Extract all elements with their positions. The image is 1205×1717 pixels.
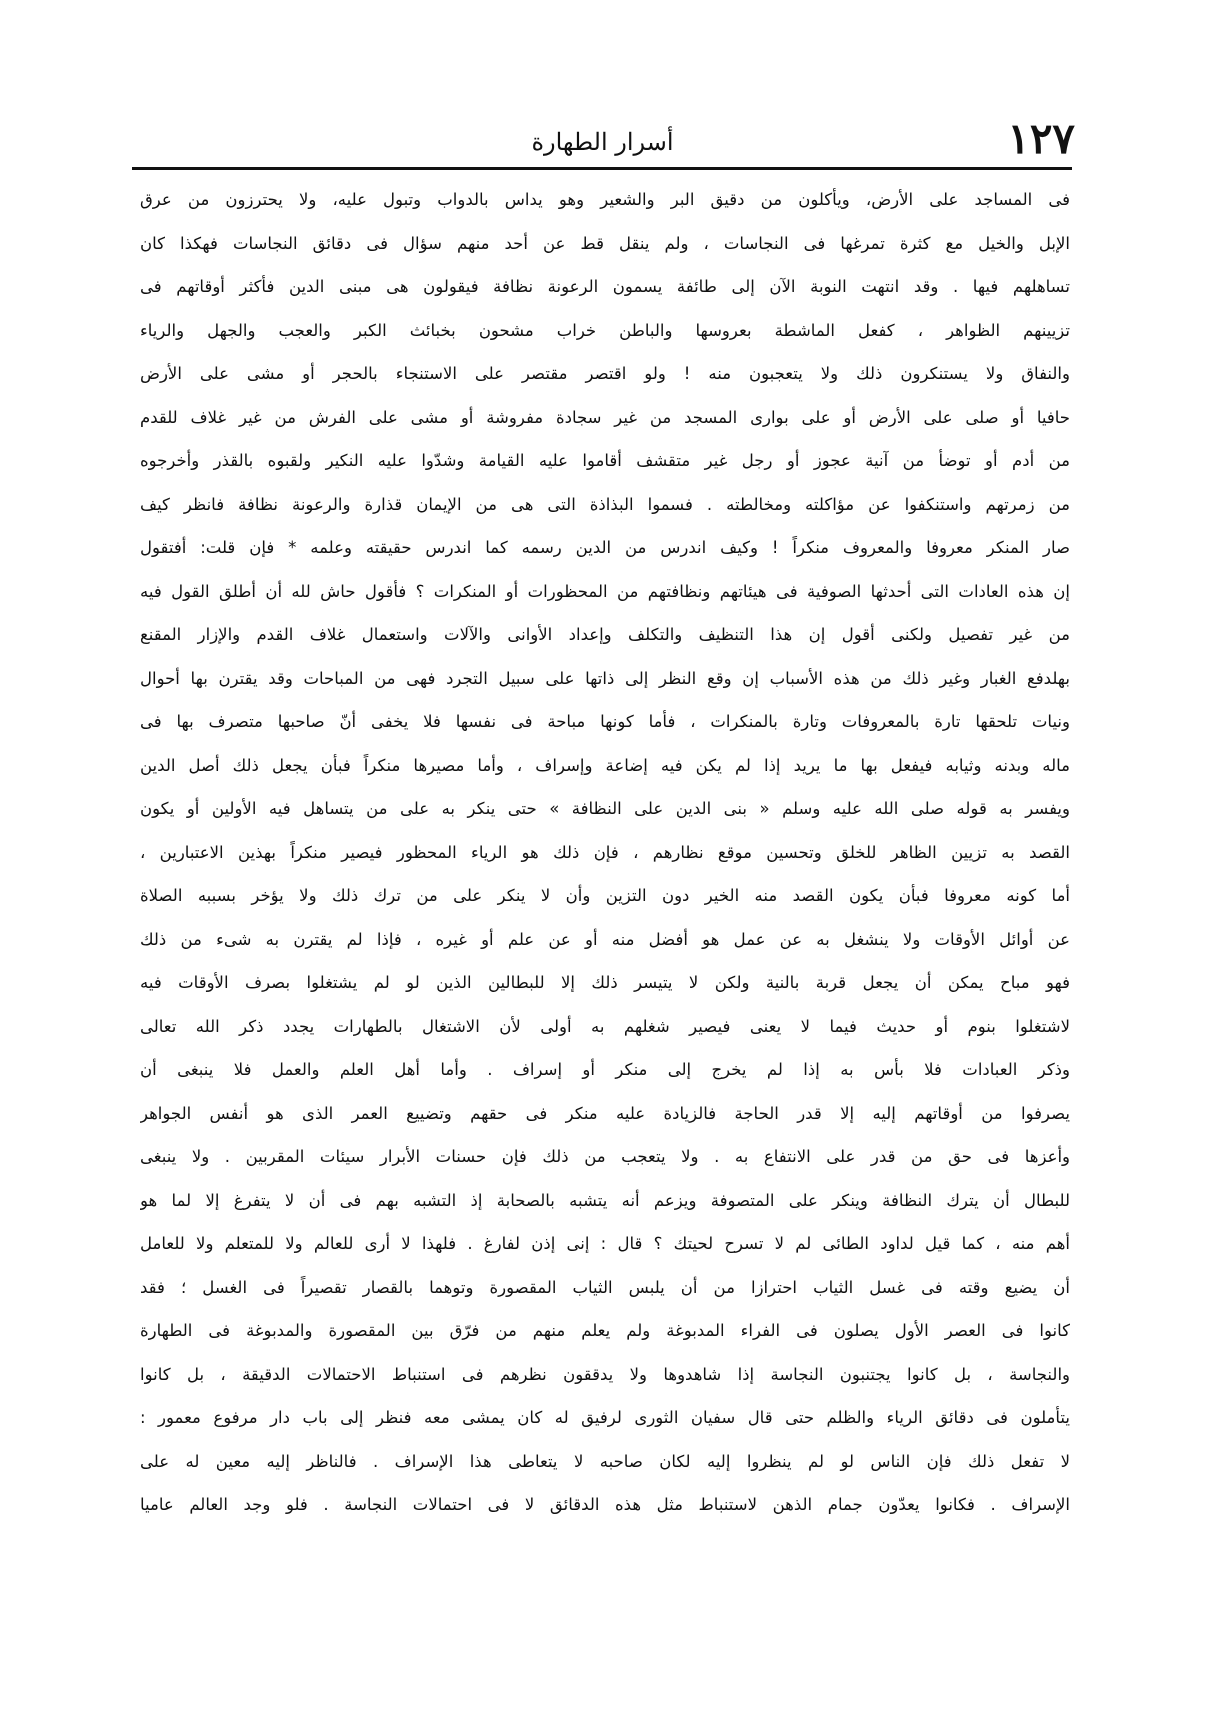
text-line: والنجاسة ، بل كانوا يجتنبون النجاسة إذا شاهدوها ولا يدققون نظرهم فى استنباط الاحتمالات الدقيقة ، بل كانوا bbox=[140, 1364, 1070, 1384]
body-text bbox=[140, 178, 1070, 1673]
text-line: بهلدفع الغبار وغير ذلك من هذه الأسباب إن وقع النظر إلى ذاتها على سبيل التجرد فهى من المباحات وقد يقترن بها أحوال bbox=[140, 668, 1070, 688]
text-line: لا تفعل ذلك فإن الناس لو لم ينظروا إليه لكان صاحبه لا يتعاطى هذا الإسراف . فالناظر إليه معين له على bbox=[140, 1451, 1070, 1471]
text-line: فى المساجد على الأرض، ويأكلون من دقيق البر والشعير وهو يداس بالدواب وتبول عليه، ولا يحترزون من عرق bbox=[140, 190, 1070, 209]
text-line: للبطال أن يترك النظافة وينكر على المتصوفة ويزعم أنه يتشبه بالصحابة إذ التشبه بهم فى أن لا يتفرغ إلا لما هو bbox=[140, 1190, 1070, 1210]
text-line: أن يضيع وقته فى غسل الثياب احترازا من أن يلبس الثياب المقصورة وتوهما بالقصار تقصيراً فى الغسل ؛ فقد bbox=[140, 1277, 1070, 1297]
text-line: تزيينهم الظواهر ، كفعل الماشطة بعروسها والباطن خراب مشحون بخبائث الكبر والعجب والجهل والرياء bbox=[140, 320, 1070, 340]
header-rule bbox=[132, 167, 1072, 170]
text-line: إن هذه العادات التى أحدثها الصوفية فى هيئاتهم ونظافتهم من المحظورات أو المنكرات ؟ فأقول حاش لله أن أطلق القول فيه bbox=[140, 581, 1070, 601]
text-line: من زمرتهم واستنكفوا عن مؤاكلته ومخالطته . فسموا البذاذة التى هى من الإيمان قذارة والرعونة نظافة فانظر كيف bbox=[140, 494, 1070, 514]
text-line: لاشتغلوا بنوم أو حديث فيما لا يعنى فيصير شغلهم به أولى لأن الاشتغال بالطهارات يجدد ذكر الله تعالى bbox=[140, 1016, 1070, 1036]
text-line: من أدم أو توضأ من آنية عجوز أو رجل غير متقشف أقاموا عليه القيامة وشدّوا عليه النكير ولقبوه بالقذر وأخرجوه bbox=[140, 451, 1070, 470]
text-line: ماله وبدنه وثيابه فيفعل بها ما يريد إذا لم يكن فيه إضاعة وإسراف ، وأما مصيرها منكراً فبأن يجعل ذلك أصل الدين bbox=[140, 755, 1070, 775]
text-line: أهم منه ، كما قيل لداود الطائى لم لا تسرح لحيتك ؟ قال : إنى إذن لفارغ . فلهذا لا أرى للعالم ولا للمتعلم ولا للعامل bbox=[140, 1234, 1070, 1253]
text-line: وأعزها فى حق من قدر على الانتفاع به . ولا يتعجب من ذلك فإن حسنات الأبرار سيئات المقربين . ولا ينبغى bbox=[140, 1147, 1070, 1166]
text-line: تساهلهم فيها . وقد انتهت النوبة الآن إلى طائفة يسمون الرعونة نظافة فيقولون هى مبنى الدين فأكثر أوقاتهم فى bbox=[140, 277, 1070, 296]
text-line: ونيات تلحقها تارة بالمعروفات وتارة بالمنكرات ، فأما كونها مباحة فى نفسها فلا يخفى أنّ صاحبها متصرف بها فى bbox=[140, 712, 1070, 731]
text-line: ويفسر به قوله صلى الله عليه وسلم « بنى الدين على النظافة » حتى ينكر به على من يتساهل فيه الأولين أو يكون bbox=[140, 799, 1070, 818]
text-line: والنفاق ولا يستنكرون ذلك ولا يتعجبون منه ! ولو اقتصر مقتصر على الاستنجاء بالحجر أو مشى على الأرض bbox=[140, 364, 1070, 383]
text-line: صار المنكر معروفا والمعروف منكراً ! وكيف اندرس من الدين رسمه كما اندرس حقيقته وعلمه * فإن قلت: أفتقول bbox=[140, 538, 1070, 557]
text-line: يصرفوا من أوقاتهم إليه إلا قدر الحاجة فالزيادة عليه منكر فى حقهم وتضييع العمر الذى هو أنفس الجواهر bbox=[140, 1103, 1070, 1123]
text-line: كانوا فى العصر الأول يصلون فى الفراء المدبوغة ولم يعلم منهم من فرّق بين المقصورة والمدبوغة فى الطهارة bbox=[140, 1321, 1070, 1340]
text-line: فهو مباح يمكن أن يجعل قربة بالنية ولكن لا يتيسر ذلك إلا للبطالين الذين لو لم يشتغلوا بصرف الأوقات فيه bbox=[140, 973, 1070, 992]
page-number: ١٢٧ bbox=[1007, 114, 1075, 163]
text-line: حافيا أو صلى على الأرض أو على بوارى المسجد من غير سجادة مفروشة أو مشى على الفرش من غير غلاف للقدم bbox=[140, 407, 1070, 427]
text-line: الإسراف . فكانوا يعدّون جمام الذهن لاستنباط مثل هذه الدقائق لا فى احتمالات النجاسة . فلو وجد العالم عاميا bbox=[140, 1495, 1070, 1514]
page-header bbox=[130, 114, 1075, 168]
text-line: الإبل والخيل مع كثرة تمرغها فى النجاسات ، ولم ينقل قط عن أحد منهم سؤال فى دقائق النجاسات فهكذا كان bbox=[140, 233, 1070, 253]
text-line: القصد به تزيين الظاهر للخلق وتحسين موقع نظارهم ، فإن ذلك هو الرياء المحظور فيصير منكراً بهذين الاعتبارين ، bbox=[140, 842, 1070, 862]
text-line: يتأملون فى دقائق الرياء والظلم حتى قال سفيان الثورى لرفيق له كان يمشى معه فنظر إلى باب دار مرفوع معمور : bbox=[140, 1408, 1070, 1427]
running-title: أسرار الطهارة bbox=[531, 128, 674, 156]
text-line: من غير تفصيل ولكنى أقول إن هذا التنظيف والتكلف وإعداد الأوانى والآلات واستعمال غلاف القدم والإزار المقنع bbox=[140, 625, 1070, 644]
text-line: وذكر العبادات فلا بأس به إذا لم يخرج إلى منكر أو إسراف . وأما أهل العلم والعمل فلا ينبغى أن bbox=[140, 1060, 1070, 1079]
text-line: عن أوائل الأوقات ولا ينشغل به عن عمل هو أفضل منه أو عن علم أو غيره ، فإذا لم يقترن به شىء من ذلك bbox=[140, 929, 1070, 949]
text-line: أما كونه معروفا فبأن يكون القصد منه الخير دون التزين وأن لا ينكر على من ترك ذلك ولا يؤخر بسببه الصلاة bbox=[140, 886, 1070, 905]
